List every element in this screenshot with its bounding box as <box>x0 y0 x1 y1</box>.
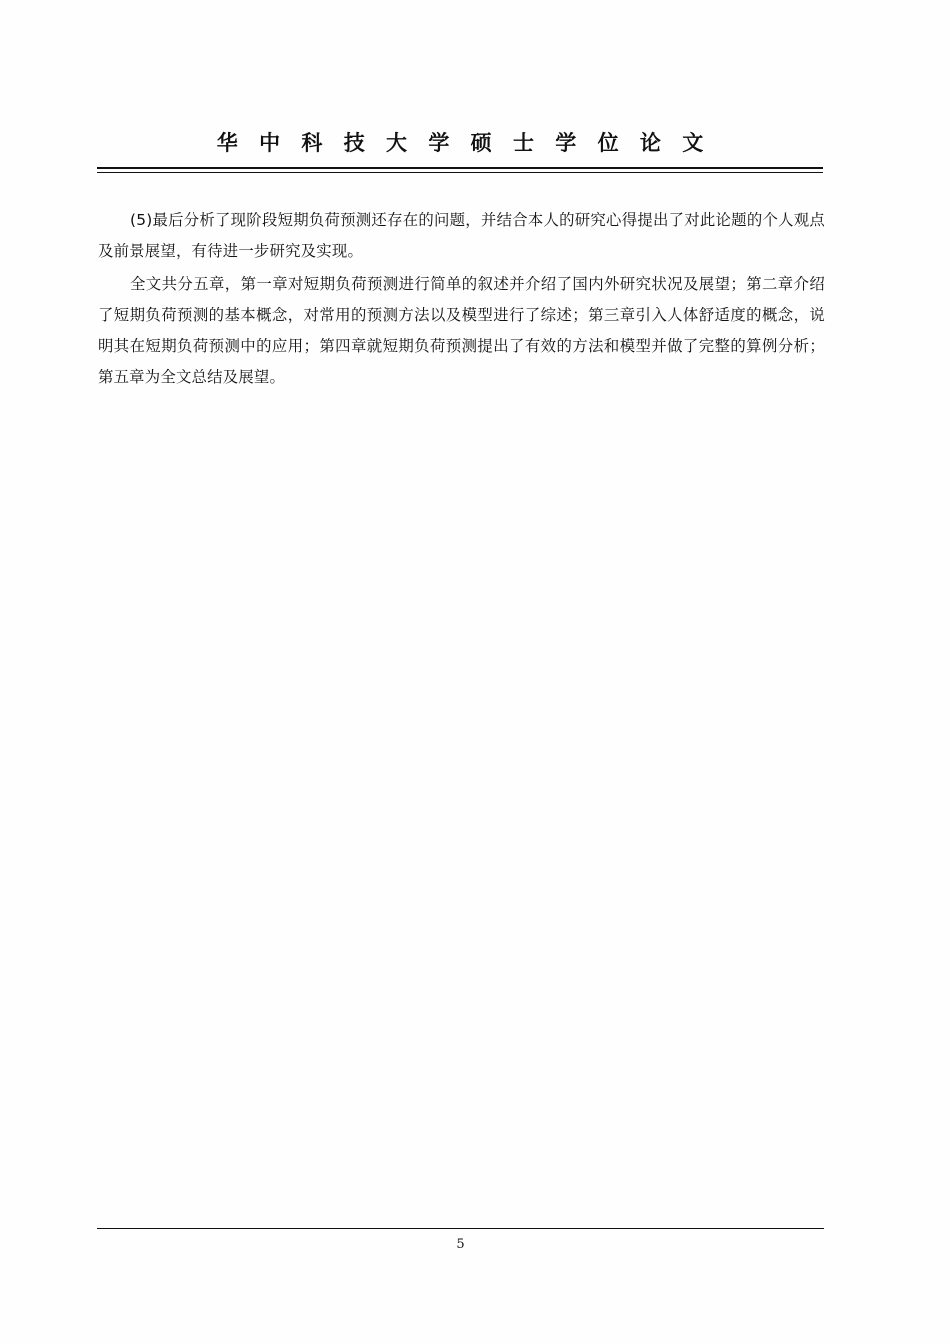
page-number: 5 <box>456 1237 465 1252</box>
footer-divider <box>97 1228 824 1229</box>
body-paragraph-1: (5)最后分析了现阶段短期负荷预测还存在的问题，并结合本人的研究心得提出了对此论题的个人观点及前景展望，有待进一步研究及实现。 <box>98 211 825 260</box>
header-divider <box>97 167 823 173</box>
page-header-title: 华 中 科 技 大 学 硕 士 学 位 论 文 <box>216 130 711 155</box>
document-body <box>98 205 825 395</box>
page-header <box>97 128 823 173</box>
page-footer <box>97 1228 824 1252</box>
body-paragraph-2: 全文共分五章，第一章对短期负荷预测进行简单的叙述并介绍了国内外研究状况及展望；第二章介绍了短期负荷预测的基本概念，对常用的预测方法以及模型进行了综述；第三章引入人体舒适度的概念，说明其在短期负荷预测中的应用；第四章就短期负荷预测提出了有效的方法和模型并做了完整的算例分析；第五章为全文总结及展望。 <box>98 275 825 386</box>
